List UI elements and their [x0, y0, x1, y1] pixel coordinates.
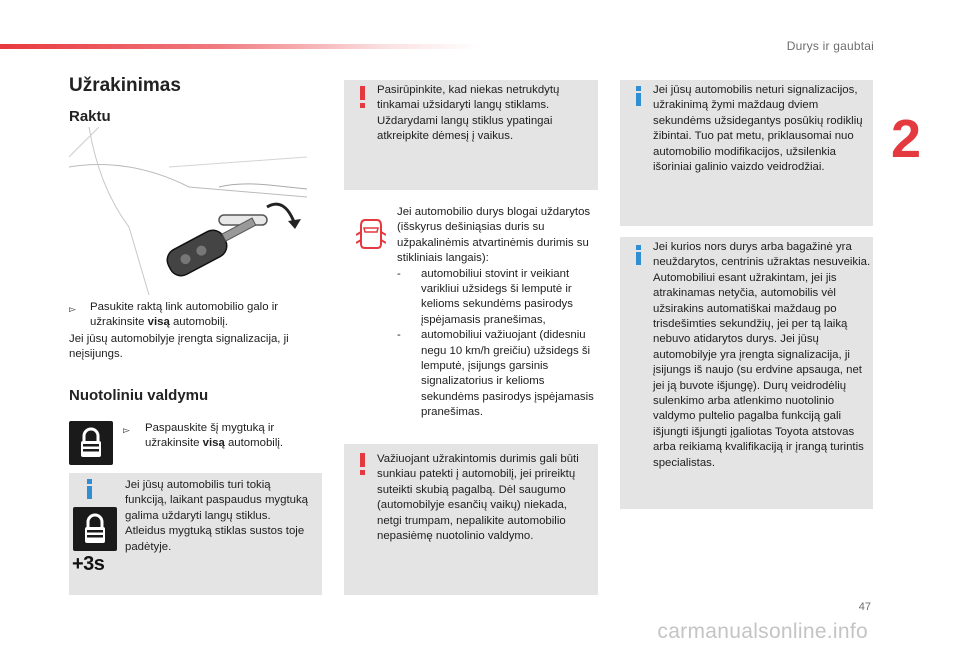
door-notice-item: automobiliui važiuojant (didesniu negu 10 km/h greičiu) užsidegs ši lemputė, įsijungs garsinis signalizatorius ir kelioms sekundėms pasirodys įspėjamasis pranešimas.: [421, 329, 594, 419]
driving-locked-warning-text: Važiuojant užrakintomis durimis gali būti sunkiau patekti į automobilį, jei prireiktų suteikti skubią pagalbą. Dėl saugumo (automobilyje esančių vaikų) niekada, netgi trumpam, nepalikite automobilio nepasiėmę nuotolinio valdymo.: [377, 453, 579, 543]
door-notice-item: automobiliui stovint ir veikiant varikliui užsidegs ši lemputė ir kelioms sekundėms pasirodys įspėjamasis pranešimas,: [421, 267, 573, 326]
info-icon: [634, 245, 644, 265]
key-subtitle: Raktu: [69, 108, 111, 125]
key-instruction-bold: visą: [147, 316, 170, 329]
info-icon: [85, 479, 95, 499]
header-accent-bar: [0, 44, 480, 49]
remote-window-info-text: Jei jūsų automobilis turi tokią funkciją, laikant paspaudus mygtuką galima uždaryti langų stiklus. Atleidus mygtuką stiklas sustos toje padėtyje.: [125, 479, 308, 553]
list-item: - automobiliui važiuojant (didesniu negu 10 km/h greičiu) užsidegs ši lemputė, įsijungs garsinis signalizatorius ir kelioms sekundėms pasirodys įspėjamasis pranešimas.: [397, 328, 597, 420]
car-door-key-illustration: [69, 127, 307, 295]
door-open-warning-icon: [356, 218, 386, 250]
door-open-notice: [344, 200, 598, 430]
central-locking-info-box: [620, 237, 873, 509]
remote-instruction-bold: visą: [202, 437, 225, 450]
page-number: 47: [858, 601, 871, 613]
key-instruction-end: automobilį.: [169, 316, 229, 329]
remote-subtitle: Nuotoliniu valdymu: [69, 387, 209, 404]
key-instruction: [69, 300, 309, 331]
remote-instruction-end: automobilį.: [224, 437, 284, 450]
windows-warning-box: [344, 80, 598, 190]
page-title: Užrakinimas: [69, 75, 181, 96]
door-notice-text: [397, 205, 597, 421]
bullet-arrow-icon: ▻: [69, 304, 76, 314]
warning-icon: [358, 453, 368, 475]
remote-instruction: [123, 421, 313, 452]
lock-button-icon: [69, 421, 113, 465]
section-header: Durys ir gaubtai: [786, 39, 874, 53]
chapter-number: 2: [891, 109, 922, 169]
no-alarm-info-box: [620, 80, 873, 226]
lock-button-icon: [73, 507, 117, 551]
remote-instruction-text: Paspauskite šį mygtuką ir užrakinsite: [145, 422, 275, 450]
door-notice-intro: Jei automobilio durys blogai uždarytos (išskyrus dešiniąsias duris su užpakalinėmis atvartinėmis durimis su stikliniais langais):: [397, 206, 591, 265]
windows-warning-text: Pasirūpinkite, kad niekas netrukdytų tinkamai užsidaryti langų stiklams. Uždarydami langų stiklus ypatingai atkreipkite dėmesį į vaikus.: [377, 84, 560, 143]
key-instruction-text: Pasukite raktą link automobilio galo ir užrakinsite: [90, 301, 279, 329]
hold-duration-label: +3s: [72, 553, 105, 575]
list-item: - automobiliui stovint ir veikiant varikliui užsidegs ši lemputė ir kelioms sekundėms pasirodys įspėjamasis pranešimas,: [397, 267, 597, 329]
driving-locked-warning-box: [344, 444, 598, 595]
bullet-arrow-icon: ▻: [123, 425, 130, 435]
key-alarm-note: Jei jūsų automobilyje įrengta signalizacija, ji neįsijungs.: [69, 333, 289, 361]
central-locking-info-text: Jei kurios nors durys arba bagažinė yra neuždarytos, centrinis užraktas nesuveikia. Automobiliui esant užrakintam, jei jis atrakinamas netyčia, automobilis vėl užsirakins automatiškai maždaug po trisdešimties sekundžių, jei per tą laiką nebuvo atidarytos durys. Jei jūsų automobilyje yra įrengta signalizacija, ji įsijungs iš naujo (su erdvine apsauga, net jei ją buvote išjungę). Durų veidrodėlių sulenkimo arba atlenkimo nuotolinio valdymo pultelio pagalba funkciją gali išjungti išjungti įgaliotas Toyota atstovas arba reikiamą kvalifikaciją ir įrangą turintis specialistas.: [653, 241, 871, 469]
warning-icon: [358, 86, 368, 108]
watermark: carmanualsonline.info: [657, 620, 868, 643]
no-alarm-info-text: Jei jūsų automobilis neturi signalizacijos, užrakinimą žymi maždaug dviem sekundėms užsidegantys posūkių rodiklių žibintai. Tuo pat metu, priklausomai nuo automobilio modifikacijos, užsilenkia išoriniai galinio vaizdo veidrodžiai.: [653, 84, 863, 174]
info-icon: [634, 86, 644, 106]
